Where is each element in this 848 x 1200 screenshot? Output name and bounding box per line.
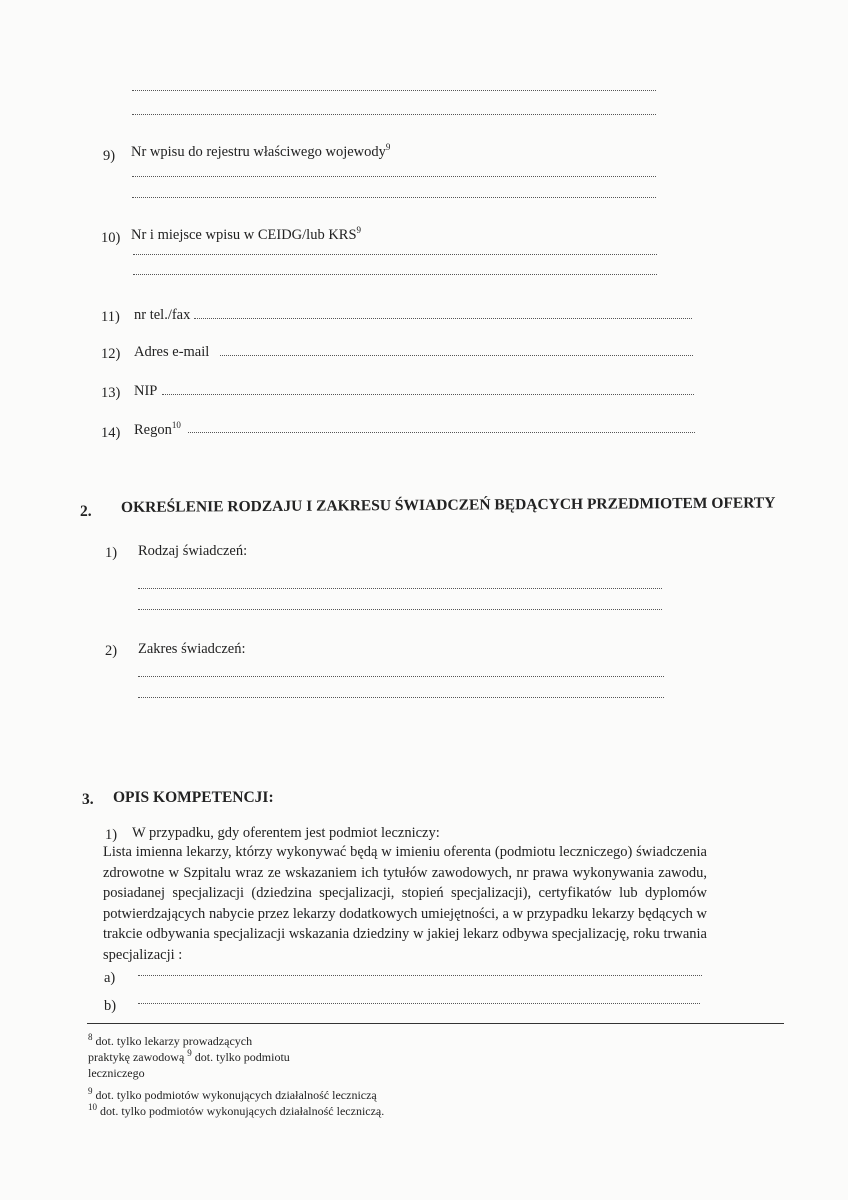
regon-input[interactable] [188,432,695,433]
nip-input[interactable] [162,394,694,395]
phone-fax-input[interactable] [194,318,692,319]
footnote-separator [87,1023,784,1024]
field-label-nip: NIP [134,383,158,399]
item-number: 13) [101,385,121,401]
item-number: 1) [105,545,118,561]
fill-line[interactable] [132,197,656,198]
section-number: 2. [80,503,92,520]
list-marker: a) [104,970,116,986]
field-label-regon [134,422,181,439]
section-title: OKREŚLENIE RODZAJU I ZAKRESU ŚWIADCZEŃ BĘDĄCYCH PRZEDMIOTEM OFERTY [120,494,776,516]
footnote-text: leczniczego [88,1066,145,1080]
service-scope-input[interactable] [138,676,664,677]
item-number: 11) [101,309,120,325]
field-label-phone-fax: nr tel./fax [134,307,191,323]
footnote-ref: 9 [385,142,391,153]
footnote-marker: 9 [187,1048,192,1058]
field-label-email: Adres e-mail [134,344,210,360]
footnote-10 [88,1103,384,1119]
footnote-marker: 8 [88,1032,93,1042]
footnote-marker: 9 [88,1086,93,1096]
footnote-text: dot. tylko podmiotów wykonujących działalność leczniczą [95,1088,377,1102]
service-scope-input[interactable] [138,697,664,698]
item-number: 12) [101,346,121,362]
item-number: 14) [101,425,121,441]
footnote-ref: 10 [171,420,181,431]
competence-description: Lista imienna lekarzy, którzy wykonywać będą w imieniu oferenta (podmiotu leczniczego) świadczenia zdrowotne w Szpitalu wraz ze wskazaniem ich tytułów zawodowych, nr prawa wykonywania zawodu, posiadanej specjalizacji (dziedzina specjalizacji, stopień specjalizacji), certyfikatów lub dyplomów potwierdzających nabycie przez lekarzy dodatkowych umiejętności, a w przypadku lekarzy będących w trakcie odbywania specjalizacji wskazania dziedziny w jakiej lekarz odbywa specjalizację, roku trwania specjalizacji : [103,844,707,963]
field-label-voivode-register [131,144,390,161]
service-type-input[interactable] [138,609,662,610]
item-number: 1) [105,827,118,843]
item-number: 9) [103,148,116,164]
section-title: OPIS KOMPETENCJI: [113,789,274,806]
fill-line[interactable] [132,90,656,91]
footnote-marker: 10 [88,1102,97,1112]
service-type-input[interactable] [138,588,662,589]
fill-line[interactable] [133,254,657,255]
email-input[interactable] [220,355,693,356]
footnote-ref: 9 [356,225,362,236]
label-text: Nr i miejsce wpisu w CEIDG/lub KRS [131,227,357,243]
fill-line[interactable] [132,114,656,115]
footnote-text: dot. tylko podmiotu [194,1050,290,1064]
footnote-text: dot. tylko podmiotów wykonujących działalność leczniczą. [100,1104,385,1118]
list-marker: b) [104,998,117,1014]
field-label-service-type: Rodzaj świadczeń: [138,543,248,559]
field-label-service-scope: Zakres świadczeń: [138,641,246,657]
item-number: 10) [101,230,121,246]
field-label-ceidg-krs [131,227,361,244]
fill-line[interactable] [132,176,656,177]
footnote-text: praktykę zawodową [88,1050,185,1064]
footnote-9 [88,1087,377,1103]
section-number: 3. [82,791,94,808]
footnote-text: dot. tylko lekarzy prowadzących [95,1034,253,1048]
doctor-entry-b-input[interactable] [138,1003,700,1004]
fill-line[interactable] [133,274,657,275]
label-text: Regon [134,422,172,438]
subsection-label: W przypadku, gdy oferentem jest podmiot leczniczy: [132,825,440,841]
item-number: 2) [105,643,118,659]
doctor-entry-a-input[interactable] [138,975,702,976]
label-text: Nr wpisu do rejestru właściwego wojewody [131,144,386,160]
footnote-8 [88,1033,348,1081]
